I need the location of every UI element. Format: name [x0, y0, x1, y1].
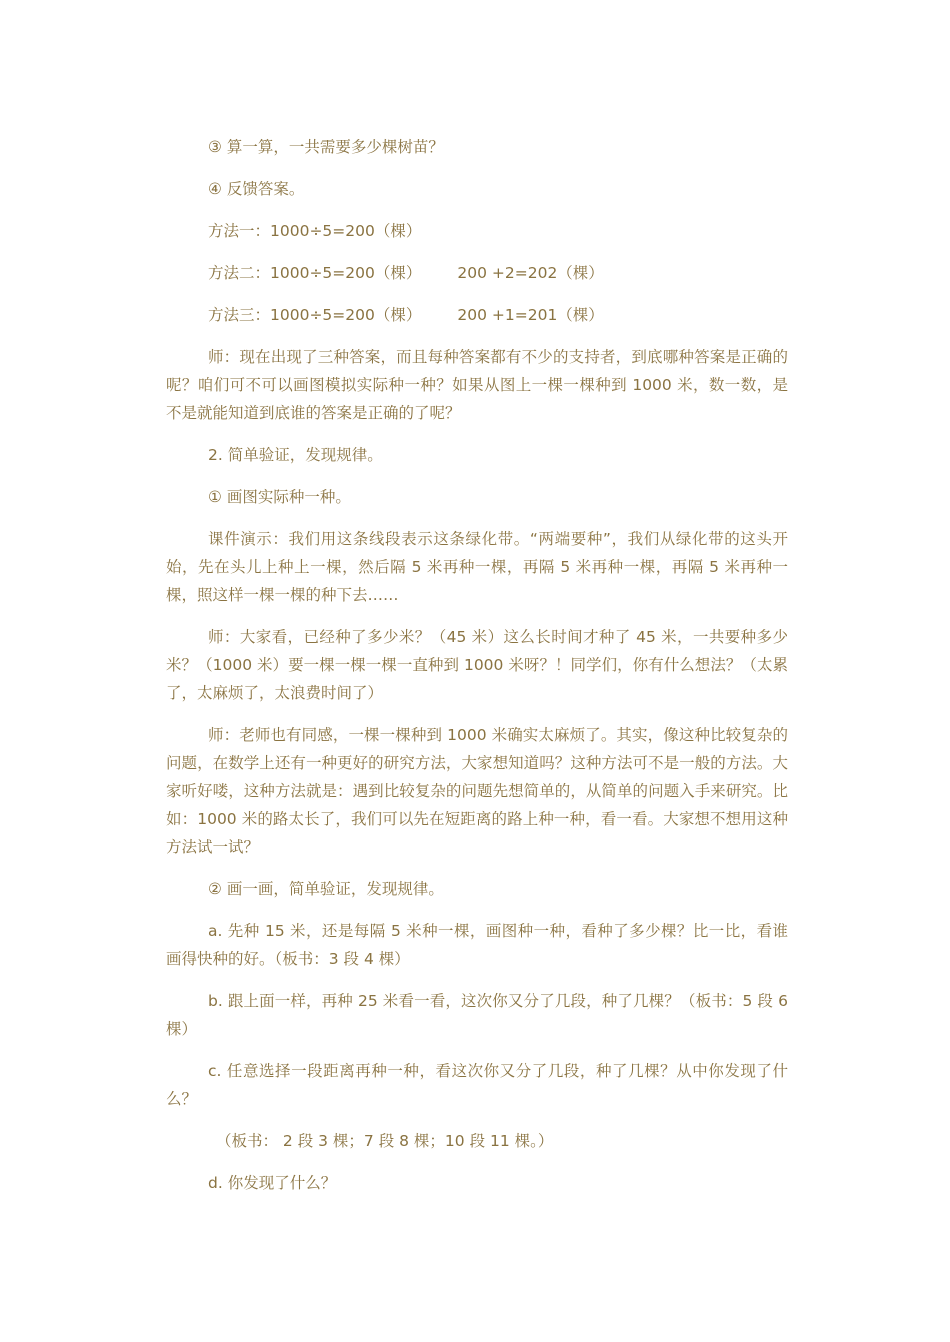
method-2-step-1: 方法二：1000÷5=200（棵）: [208, 264, 422, 282]
paragraph-teacher-45m: 师：大家看，已经种了多少米？（45 米）这么长时间才种了 45 米，一共要种多少米？（1000 米）要一棵一棵一棵一直种到 1000 米呀？！同学们，你有什么想法？（太累了，太麻烦了，太浪费时间了）: [166, 628, 788, 702]
paragraph-draw-plant: ① 画图实际种一种。: [208, 488, 351, 506]
document-body: [166, 133, 788, 1211]
paragraph-board-notes: （板书： 2 段 3 棵；7 段 8 棵；10 段 11 棵。）: [216, 1132, 554, 1150]
paragraph-item-b: b. 跟上面一样，再种 25 米看一看，这次你又分了几段，种了几棵？（板书：5 段 6 棵）: [166, 992, 788, 1038]
method-3-step-2: 200 +1=201（棵）: [457, 306, 604, 324]
paragraph-method-1: 方法一：1000÷5=200（棵）: [208, 222, 422, 240]
paragraph-section-2-heading: 2. 简单验证，发现规律。: [208, 446, 383, 464]
paragraph-step4-feedback: ④ 反馈答案。: [208, 180, 305, 198]
paragraph-courseware-demo: 课件演示：我们用这条线段表示这条绿化带。“两端要种”，我们从绿化带的这头开始，先在头儿上种上一棵，然后隔 5 米再种一棵，再隔 5 米再种一棵，再隔 5 米再种一棵，照这样一棵一棵的种下去……: [166, 530, 788, 604]
method-3-step-1: 方法三：1000÷5=200（棵）: [208, 306, 422, 324]
paragraph-draw-verify: ② 画一画，简单验证，发现规律。: [208, 880, 444, 898]
paragraph-item-c: c. 任意选择一段距离再种一种，看这次你又分了几段，种了几棵？从中你发现了什么？: [166, 1062, 788, 1108]
paragraph-teacher-three-answers: 师：现在出现了三种答案，而且每种答案都有不少的支持者，到底哪种答案是正确的呢？咱们可不可以画图模拟实际种一种？如果从图上一棵一棵种到 1000 米，数一数，是不是就能知道到底谁的答案是正确的了呢？: [166, 348, 788, 422]
paragraph-method-3: [166, 301, 788, 329]
paragraph-item-d: d. 你发现了什么？: [208, 1174, 337, 1192]
paragraph-teacher-method: 师：老师也有同感，一棵一棵种到 1000 米确实太麻烦了。其实，像这种比较复杂的问题，在数学上还有一种更好的研究方法，大家想知道吗？这种方法可不是一般的方法。大家听好喽，这种方法就是：遇到比较复杂的问题先想简单的，从简单的问题入手来研究。比如：1000 米的路太长了，我们可以先在短距离的路上种一种，看一看。大家想不想用这种方法试一试？: [166, 726, 788, 856]
paragraph-method-2: [166, 259, 788, 287]
paragraph-step3-calculate: ③ 算一算，一共需要多少棵树苗？: [208, 138, 444, 156]
method-2-step-2: 200 +2=202（棵）: [457, 264, 604, 282]
paragraph-item-a: a. 先种 15 米，还是每隔 5 米种一棵，画图种一种，看种了多少棵？比一比，看谁画得快种的好。（板书：3 段 4 棵）: [166, 922, 788, 968]
